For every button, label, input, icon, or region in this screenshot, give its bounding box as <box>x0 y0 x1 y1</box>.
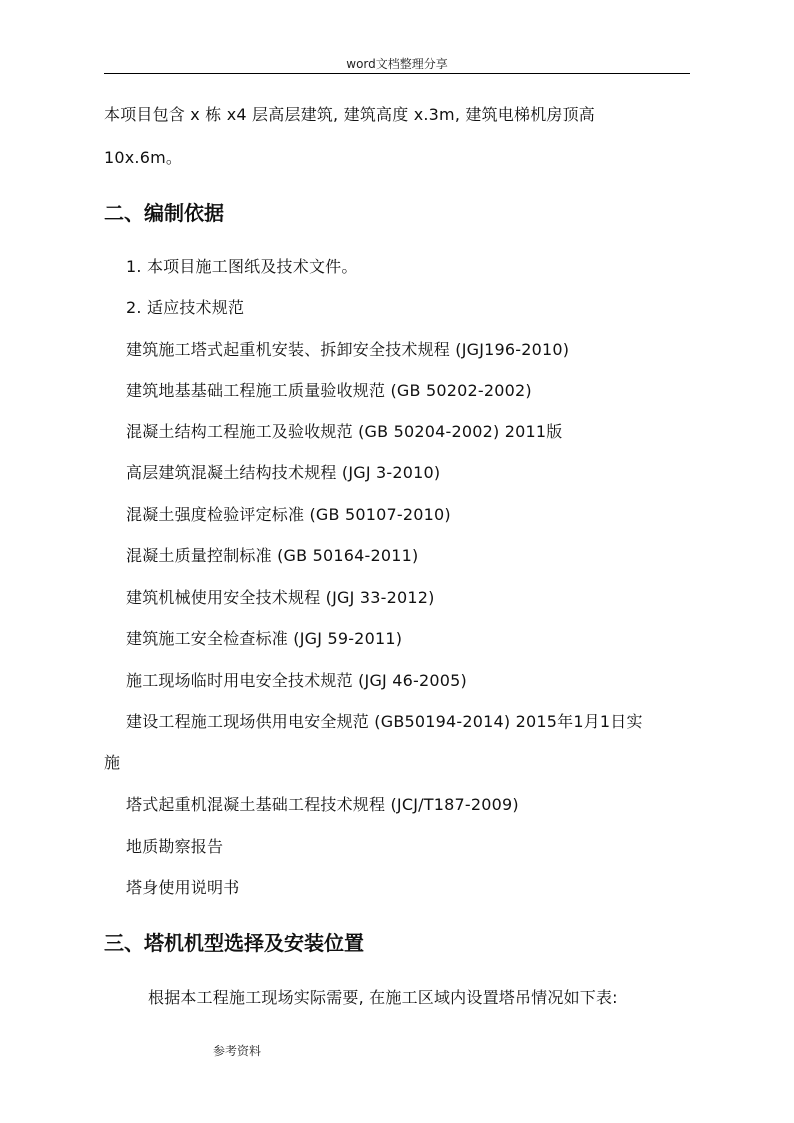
standard-line: 建筑机械使用安全技术规程 (JGJ 33-2012) <box>126 588 435 607</box>
standard-line-wrap: 施 <box>104 753 121 772</box>
intro-line-2: 10x.6m。 <box>104 148 183 167</box>
standard-line: 建筑地基基础工程施工质量验收规范 (GB 50202-2002) <box>126 381 532 400</box>
page-header: word文档整理分享 <box>346 57 448 71</box>
basis-item-1: 1. 本项目施工图纸及技术文件。 <box>126 257 358 276</box>
standard-line: 高层建筑混凝土结构技术规程 (JGJ 3-2010) <box>126 463 441 482</box>
page-footer: 参考资料 <box>213 1044 262 1058</box>
section-3-heading: 三、塔机机型选择及安装位置 <box>104 931 364 955</box>
standard-line: 混凝土强度检验评定标准 (GB 50107-2010) <box>126 505 451 524</box>
standard-line: 建筑施工塔式起重机安装、拆卸安全技术规程 (JGJ196-2010) <box>126 340 570 359</box>
standard-line: 塔式起重机混凝土基础工程技术规程 (JCJ/T187-2009) <box>126 795 519 814</box>
standard-line: 塔身使用说明书 <box>126 878 240 897</box>
standard-line: 混凝土结构工程施工及验收规范 (GB 50204-2002) 2011版 <box>126 422 563 441</box>
standard-line: 施工现场临时用电安全技术规范 (JGJ 46-2005) <box>126 671 467 690</box>
basis-item-2: 2. 适应技术规范 <box>126 298 245 317</box>
standard-line: 建筑施工安全检查标准 (JGJ 59-2011) <box>126 629 403 648</box>
standard-line: 地质勘察报告 <box>126 837 224 856</box>
standard-line: 混凝土质量控制标准 (GB 50164-2011) <box>126 546 419 565</box>
intro-line-1: 本项目包含 x 栋 x4 层高层建筑, 建筑高度 x.3m, 建筑电梯机房顶高 <box>104 105 596 124</box>
section-3-paragraph: 根据本工程施工现场实际需要, 在施工区域内设置塔吊情况如下表: <box>148 988 618 1007</box>
standard-line: 建设工程施工现场供用电安全规范 (GB50194-2014) 2015年1月1日实 <box>126 712 643 731</box>
header-divider <box>104 73 690 74</box>
section-2-heading: 二、编制依据 <box>104 201 224 225</box>
